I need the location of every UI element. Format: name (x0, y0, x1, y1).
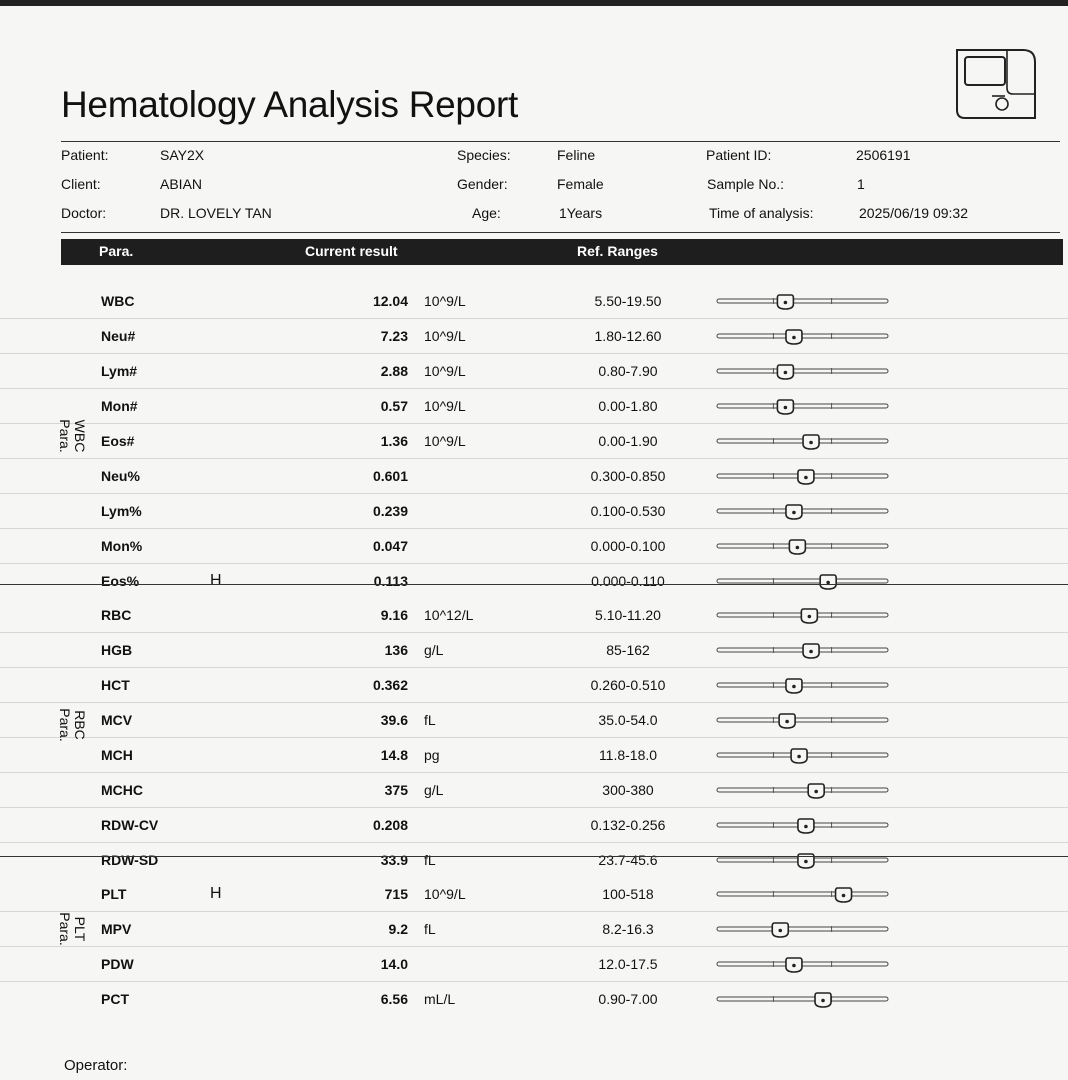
group-label: WBC Para. (57, 419, 88, 453)
table-row (0, 459, 1068, 494)
result-unit: fL (424, 712, 436, 728)
param-name: WBC (101, 293, 135, 309)
result-value: 0.601 (372, 468, 408, 484)
results-table (0, 284, 1068, 1016)
result-unit: fL (424, 852, 436, 868)
result-value: 9.2 (388, 921, 408, 937)
param-name: Lym% (101, 503, 142, 519)
group-divider (0, 584, 1068, 585)
result-unit: g/L (424, 642, 444, 658)
range-bar (715, 954, 890, 974)
param-name: Mon# (101, 398, 138, 414)
result-value: 375 (384, 782, 408, 798)
table-row (0, 319, 1068, 354)
reference-range: 0.260-0.510 (590, 677, 666, 693)
flag-indicator: H (210, 885, 222, 902)
param-name: RDW-SD (101, 852, 159, 868)
reference-range: 85-162 (606, 642, 650, 658)
reference-range: 300-380 (602, 782, 654, 798)
param-name: MCV (101, 712, 133, 728)
table-row (0, 494, 1068, 529)
range-bar (715, 396, 890, 416)
result-value: 2.88 (380, 363, 408, 379)
result-value: 33.9 (380, 852, 408, 868)
range-bar (715, 326, 890, 346)
age-value: 1Years (559, 205, 603, 221)
range-bar (715, 361, 890, 381)
result-value: 14.8 (380, 747, 408, 763)
result-value: 0.57 (380, 398, 408, 414)
time-label: Time of analysis: (709, 205, 814, 221)
table-header (61, 239, 1063, 265)
reference-range: 0.80-7.90 (598, 363, 658, 379)
param-name: Eos% (101, 573, 140, 589)
param-name: HCT (101, 677, 130, 693)
param-name: Eos# (101, 433, 135, 449)
analyzer-icon (945, 44, 1039, 124)
flag-indicator: H (210, 572, 222, 589)
species-value: Feline (557, 147, 596, 163)
result-value: 39.6 (380, 712, 408, 728)
table-row (0, 529, 1068, 564)
reference-range: 0.90-7.00 (598, 991, 658, 1007)
range-bar (715, 501, 890, 521)
result-value: 7.23 (380, 328, 408, 344)
gender-label: Gender: (457, 176, 508, 192)
result-value: 6.56 (380, 991, 408, 1007)
table-row (0, 284, 1068, 319)
group-label: RBC Para. (57, 708, 88, 742)
patient-label: Patient: (61, 147, 109, 163)
result-value: 136 (384, 642, 408, 658)
range-bar (715, 536, 890, 556)
reference-range: 8.2-16.3 (602, 921, 654, 937)
result-value: 0.208 (372, 817, 408, 833)
range-bar (715, 850, 890, 870)
table-row (0, 982, 1068, 1016)
header-rule (61, 141, 1060, 142)
result-unit: mL/L (424, 991, 456, 1007)
reference-range: 0.132-0.256 (590, 817, 666, 833)
species-label: Species: (457, 147, 511, 163)
patient-id-value: 2506191 (856, 147, 911, 163)
doctor-value: DR. LOVELY TAN (160, 205, 272, 221)
header-param: Para. (99, 243, 134, 259)
reference-range: 5.50-19.50 (594, 293, 662, 309)
table-row (0, 424, 1068, 459)
client-label: Client: (61, 176, 101, 192)
result-unit: 10^12/L (424, 607, 474, 623)
param-name: PCT (101, 991, 129, 1007)
param-name: Mon% (101, 538, 143, 554)
result-value: 1.36 (380, 433, 408, 449)
table-row (0, 947, 1068, 982)
table-row (0, 808, 1068, 843)
reference-range: 0.100-0.530 (590, 503, 666, 519)
header-current-result: Current result (305, 243, 398, 259)
patient-id-label: Patient ID: (706, 147, 772, 163)
range-bar (715, 291, 890, 311)
param-name: Neu% (101, 468, 140, 484)
range-bar (715, 605, 890, 625)
time-value: 2025/06/19 09:32 (859, 205, 968, 221)
report-title: Hematology Analysis Report (61, 84, 518, 125)
reference-range: 12.0-17.5 (598, 956, 658, 972)
patient-value: SAY2X (160, 147, 205, 163)
param-name: MCHC (101, 782, 143, 798)
reference-range: 23.7-45.6 (598, 852, 658, 868)
param-name: RBC (101, 607, 132, 623)
header-ref-ranges: Ref. Ranges (577, 243, 658, 259)
reference-range: 100-518 (602, 886, 654, 902)
table-row (0, 598, 1068, 633)
reference-range: 1.80-12.60 (594, 328, 662, 344)
table-row (0, 633, 1068, 668)
range-bar (715, 466, 890, 486)
param-name: HGB (101, 642, 133, 658)
table-row (0, 773, 1068, 808)
range-bar (715, 989, 890, 1009)
result-unit: 10^9/L (424, 363, 466, 379)
sample-no-label: Sample No.: (707, 176, 785, 192)
reference-range: 0.00-1.80 (598, 398, 658, 414)
result-unit: g/L (424, 782, 444, 798)
table-row (0, 389, 1068, 424)
range-bar (715, 815, 890, 835)
result-unit: 10^9/L (424, 398, 466, 414)
age-label: Age: (472, 205, 501, 221)
param-name: RDW-CV (101, 817, 159, 833)
reference-range: 11.8-18.0 (598, 747, 658, 763)
param-name: Lym# (101, 363, 138, 379)
reference-range: 5.10-11.20 (595, 607, 661, 623)
top-edge-bar (0, 0, 1068, 6)
table-row (0, 843, 1068, 877)
table-row (0, 354, 1068, 389)
result-value: 0.047 (372, 538, 408, 554)
table-row (0, 877, 1068, 912)
result-value: 0.239 (372, 503, 408, 519)
table-row (0, 564, 1068, 598)
result-value: 715 (384, 886, 408, 902)
range-bar (715, 431, 890, 451)
result-value: 14.0 (380, 956, 408, 972)
reference-range: 0.300-0.850 (590, 468, 666, 484)
reference-range: 0.000-0.110 (591, 573, 665, 589)
result-unit: 10^9/L (424, 886, 466, 902)
param-name: MCH (101, 747, 133, 763)
result-value: 0.362 (372, 677, 408, 693)
info-rule (61, 232, 1060, 233)
table-row (0, 668, 1068, 703)
range-bar (715, 745, 890, 765)
operator-label: Operator: (64, 1057, 128, 1074)
result-value: 9.16 (380, 607, 408, 623)
param-name: MPV (101, 921, 132, 937)
range-bar (715, 640, 890, 660)
range-bar (715, 710, 890, 730)
table-row (0, 912, 1068, 947)
range-bar (715, 884, 890, 904)
result-unit: 10^9/L (424, 293, 466, 309)
reference-range: 0.00-1.90 (598, 433, 658, 449)
range-bar (715, 919, 890, 939)
gender-value: Female (557, 176, 604, 192)
param-name: PLT (101, 886, 127, 902)
result-unit: 10^9/L (424, 433, 466, 449)
range-bar (715, 571, 890, 591)
result-unit: pg (424, 747, 440, 763)
doctor-label: Doctor: (61, 205, 107, 221)
param-name: Neu# (101, 328, 136, 344)
result-unit: fL (424, 921, 436, 937)
reference-range: 0.000-0.100 (590, 538, 666, 554)
table-row (0, 703, 1068, 738)
reference-range: 35.0-54.0 (598, 712, 658, 728)
range-bar (715, 675, 890, 695)
result-value: 12.04 (372, 293, 408, 309)
group-divider (0, 856, 1068, 857)
param-name: PDW (101, 956, 134, 972)
result-value: 0.113 (373, 573, 408, 589)
client-value: ABIAN (160, 176, 203, 192)
result-unit: 10^9/L (424, 328, 466, 344)
range-bar (715, 780, 890, 800)
sample-no-value: 1 (857, 176, 865, 192)
group-label: PLT Para. (57, 912, 88, 946)
table-row (0, 738, 1068, 773)
